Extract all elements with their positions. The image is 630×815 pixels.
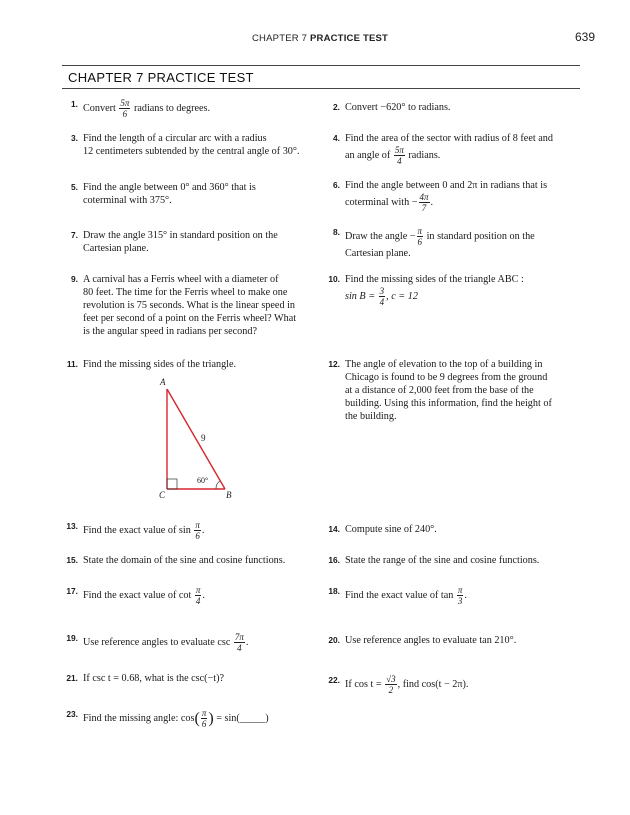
section-title: CHAPTER 7 PRACTICE TEST xyxy=(68,70,254,85)
title-rule-top xyxy=(62,65,580,66)
page-header xyxy=(0,30,630,50)
side-ab-hypotenuse xyxy=(167,389,225,489)
fraction: $\frac{3}{4}$ xyxy=(379,286,385,307)
vertex-c-label: C xyxy=(159,490,166,500)
fraction: $\frac{\pi}{6}$ xyxy=(195,520,200,541)
angle-label: 60° xyxy=(197,476,209,485)
fraction: $\frac{7\pi}{4}$ xyxy=(234,632,244,653)
fraction: $\frac{\pi}{3}$ xyxy=(457,585,463,606)
running-head: CHAPTER 7 PRACTICE TEST xyxy=(252,33,389,44)
fraction: $\frac{\pi}{6}$ xyxy=(417,226,423,247)
fraction: $\frac{5\pi}{4}$ xyxy=(394,145,404,166)
fraction: $\frac{5\pi}{6}$ xyxy=(120,98,130,119)
hypotenuse-label: 9 xyxy=(201,433,206,443)
title-rule-bottom xyxy=(62,88,580,89)
fraction: $\frac{\pi}{4}$ xyxy=(195,585,201,606)
fraction: $\frac{4\pi}{7}$ xyxy=(419,192,429,213)
fraction: $\frac{√3}{2}$ xyxy=(386,674,396,695)
fraction: $\frac{\pi}{6}$ xyxy=(201,708,207,729)
angle-arc xyxy=(216,481,220,489)
right-angle-marker xyxy=(167,479,177,489)
page-number: 639 xyxy=(575,30,596,44)
vertex-b-label: B xyxy=(226,490,232,500)
triangle-figure xyxy=(150,372,250,502)
vertex-a-label: A xyxy=(160,377,166,387)
